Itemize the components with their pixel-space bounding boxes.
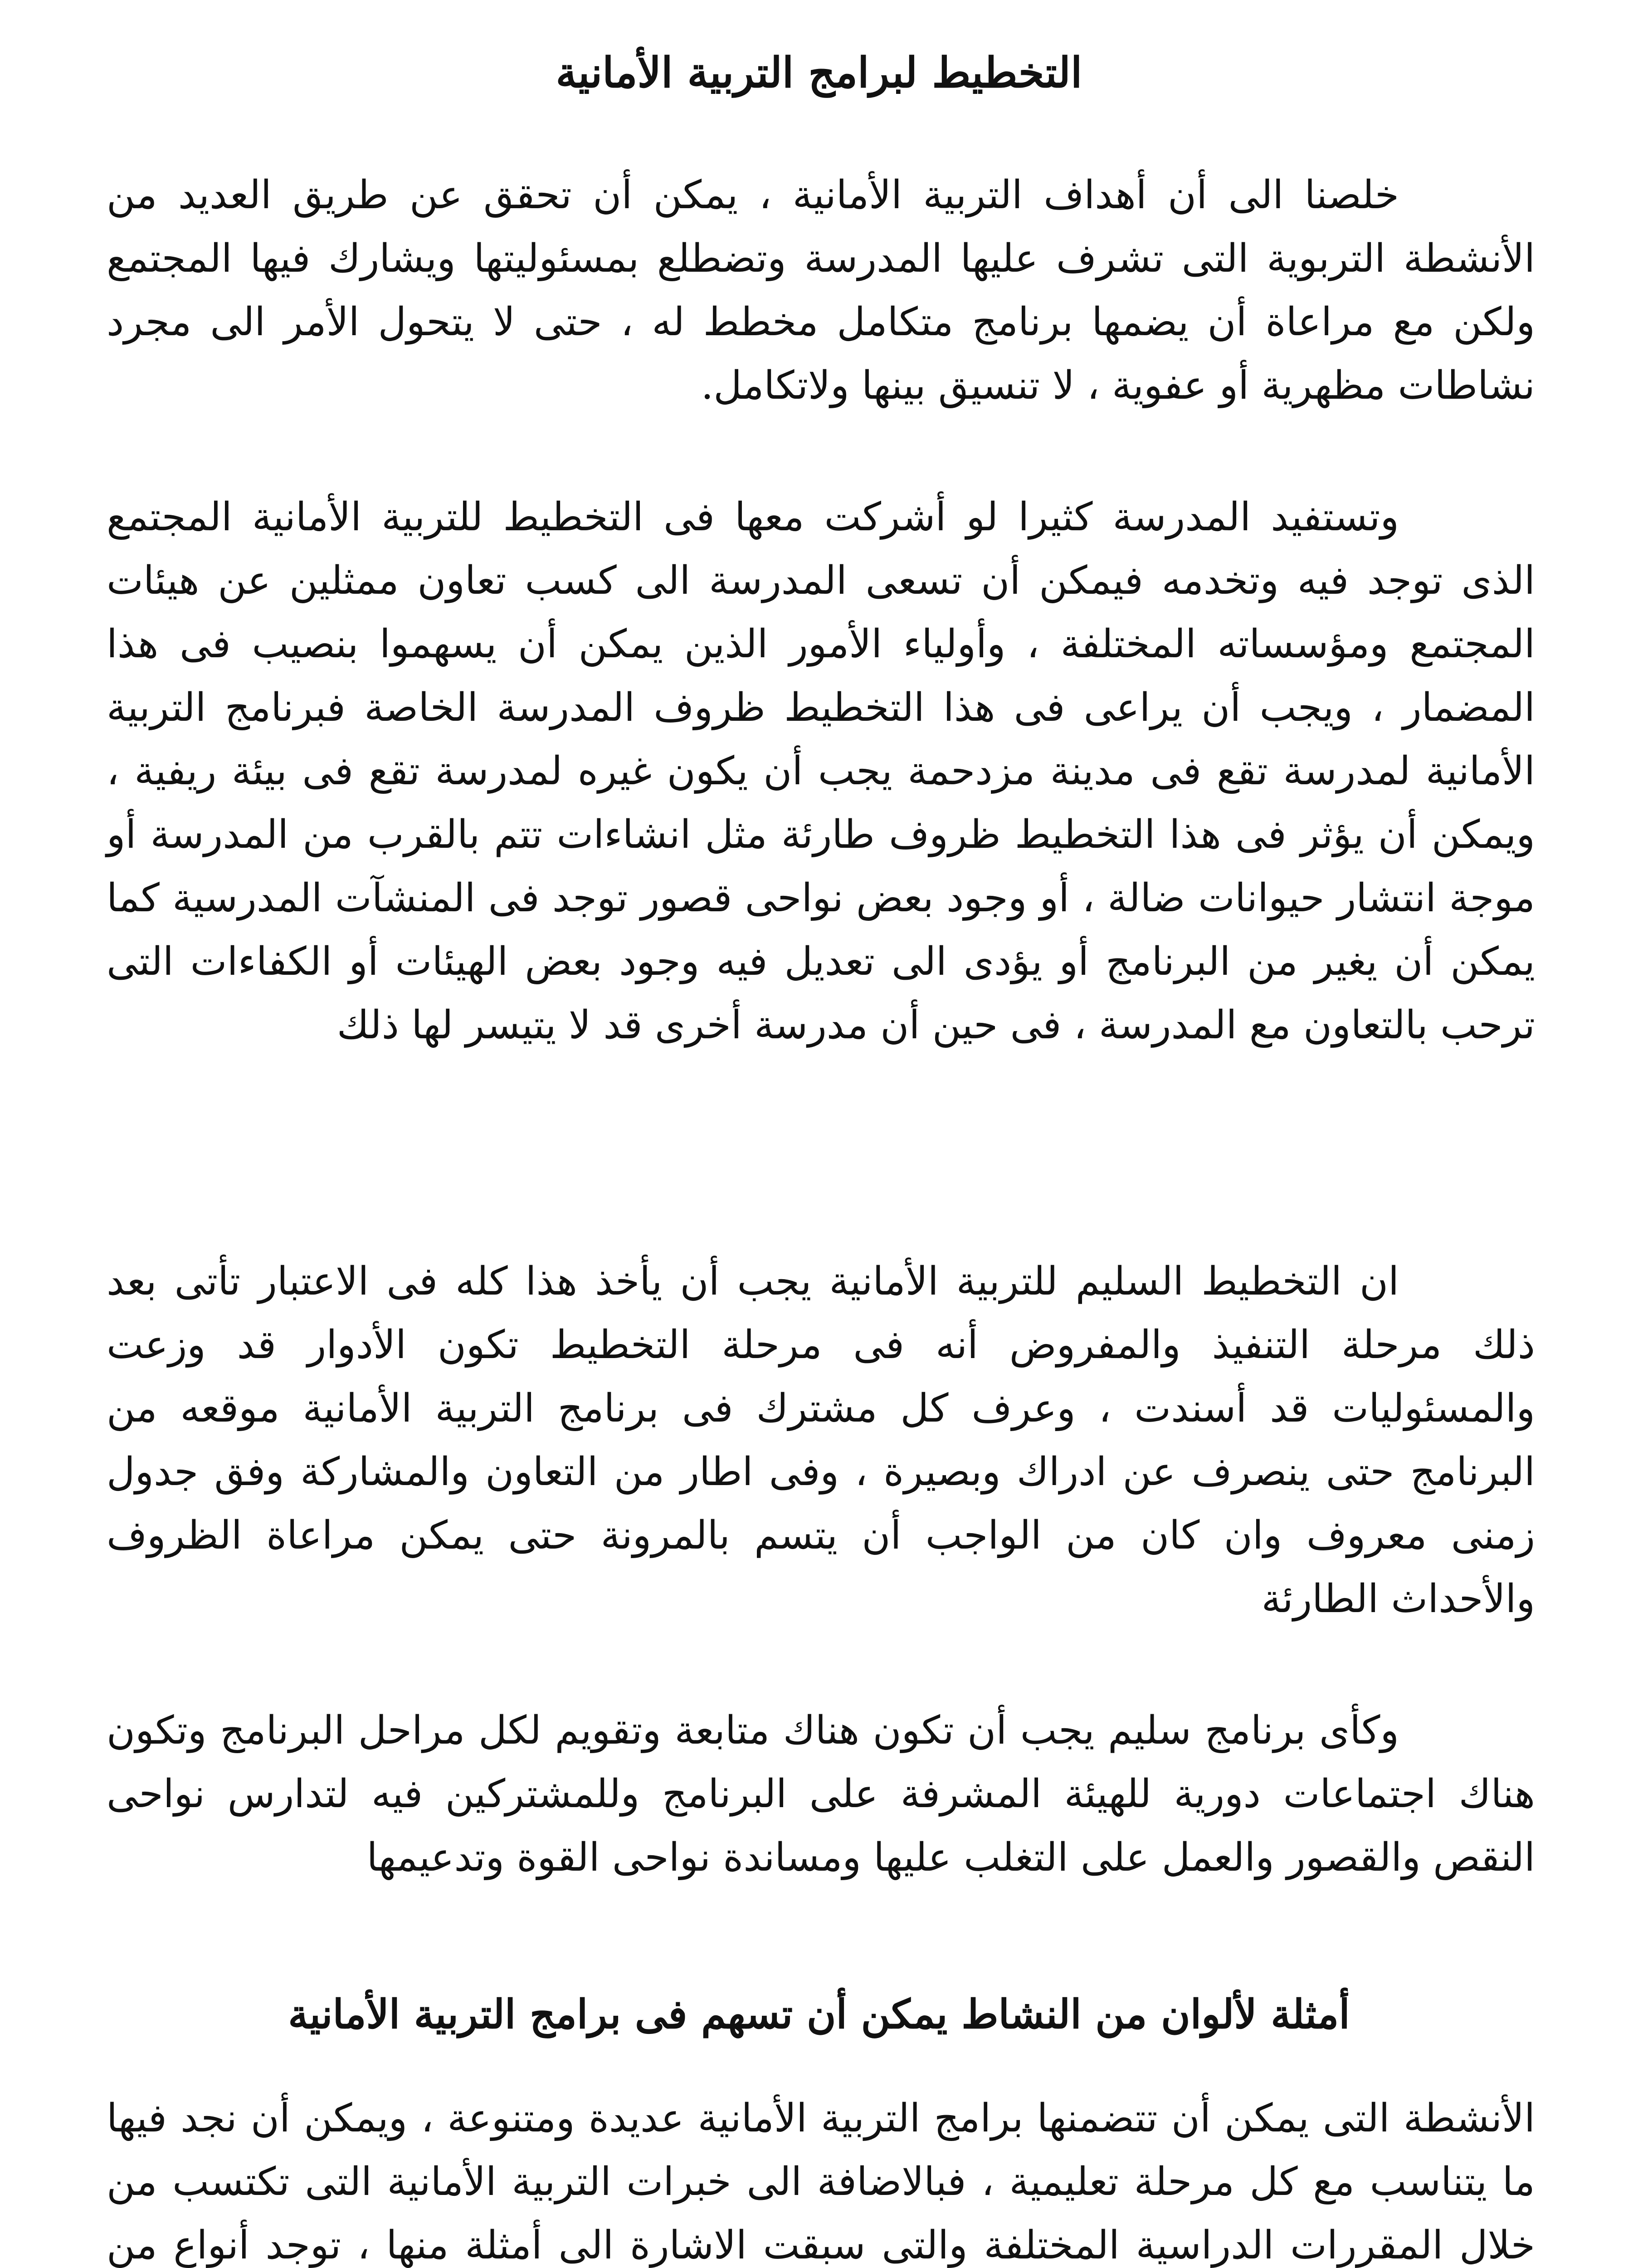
paragraph-evaluation: وكأى برنامج سليم يجب أن تكون هناك متابعة وتقويم لكل مراحل البرنامج وتكون هناك اجتماعات دورية للهيئة المشرفة على البرنامج وللمشتركين فيه لتدارس نواحى النقص والقصور والعمل على التغلب عليها ومساندة نواحى القوة وتدعيمها — [107, 1708, 1535, 1880]
paragraph-intro: خلصنا الى أن أهداف التربية الأمانية ، يمكن أن تحقق عن طريق العديد من الأنشطة التربوية التى تشرف عليها المدرسة وتضطلع بمسئوليتها ويشارك فيها المجتمع ولكن مع مراعاة أن يضمها برنامج متكامل مخطط له ، حتى لا يتحول الأمر الى مجرد نشاطات مظهرية أو عفوية ، لا تنسيق بينها ولاتكامل. — [107, 172, 1535, 408]
paragraph-sound-planning: ان التخطيط السليم للتربية الأمانية يجب أن يأخذ هذا كله فى الاعتبار تأتى بعد ذلك مرحلة التنفيذ والمفروض أنه فى مرحلة التخطيط تكون الأدوار قد وزعت والمسئوليات قد أسندت ، وعرف كل مشترك فى برنامج التربية الأمانية موقعه من البرنامج حتى ينصرف عن ادراك وبصيرة ، وفى اطار من التعاون والمشاركة وفق جدول زمنى معروف وان كان من الواجب أن يتسم بالمرونة حتى يمكن مراعاة الظروف والأحداث الطارئة — [107, 1259, 1535, 1622]
paragraph-activities: الأنشطة التى يمكن أن تتضمنها برامج التربية الأمانية عديدة ومتنوعة ، ويمكن أن نجد فيها ما يتناسب مع كل مرحلة تعليمية ، فبالاضافة الى خبرات التربية الأمانية التى تكتسب من خلال المقررات الدراسية المختلفة والتى سبقت الاشارة الى أمثلة منها ، توجد أنواع من — [107, 2096, 1535, 2268]
page-title: التخطيط لبرامج التربية الأمانية — [556, 48, 1082, 97]
section-heading: أمثلة لألوان من النشاط يمكن أن تسهم فى برامج التربية الأمانية — [288, 1990, 1350, 2038]
paragraph-community-planning: وتستفيد المدرسة كثيرا لو أشركت معها فى التخطيط للتربية الأمانية المجتمع الذى توجد فيه وتخدمه فيمكن أن تسعى المدرسة الى كسب تعاون ممثلين عن هيئات المجتمع ومؤسساته المختلفة ، وأولياء الأمور الذين يمكن أن يسهموا بنصيب فى هذا المضمار ، ويجب أن يراعى فى هذا التخطيط ظروف المدرسة الخاصة فبرنامج التربية الأمانية لمدرسة تقع فى مدينة مزدحمة يجب أن يكون غيره لمدرسة تقع فى بيئة ريفية ، ويمكن أن يؤثر فى هذا التخطيط ظروف طارئة مثل انشاءات تتم بالقرب من المدرسة أو موجة انتشار حيوانات ضالة ، أو وجود بعض نواحى قصور توجد فى المنشآت المدرسية كما يمكن أن يغير من البرنامج أو يؤدى الى تعديل فيه وجود بعض الهيئات أو الكفاءات التى ترحب بالتعاون مع المدرسة ، فى حين أن مدرسة أخرى قد لا يتيسر لها ذلك — [107, 494, 1535, 1048]
